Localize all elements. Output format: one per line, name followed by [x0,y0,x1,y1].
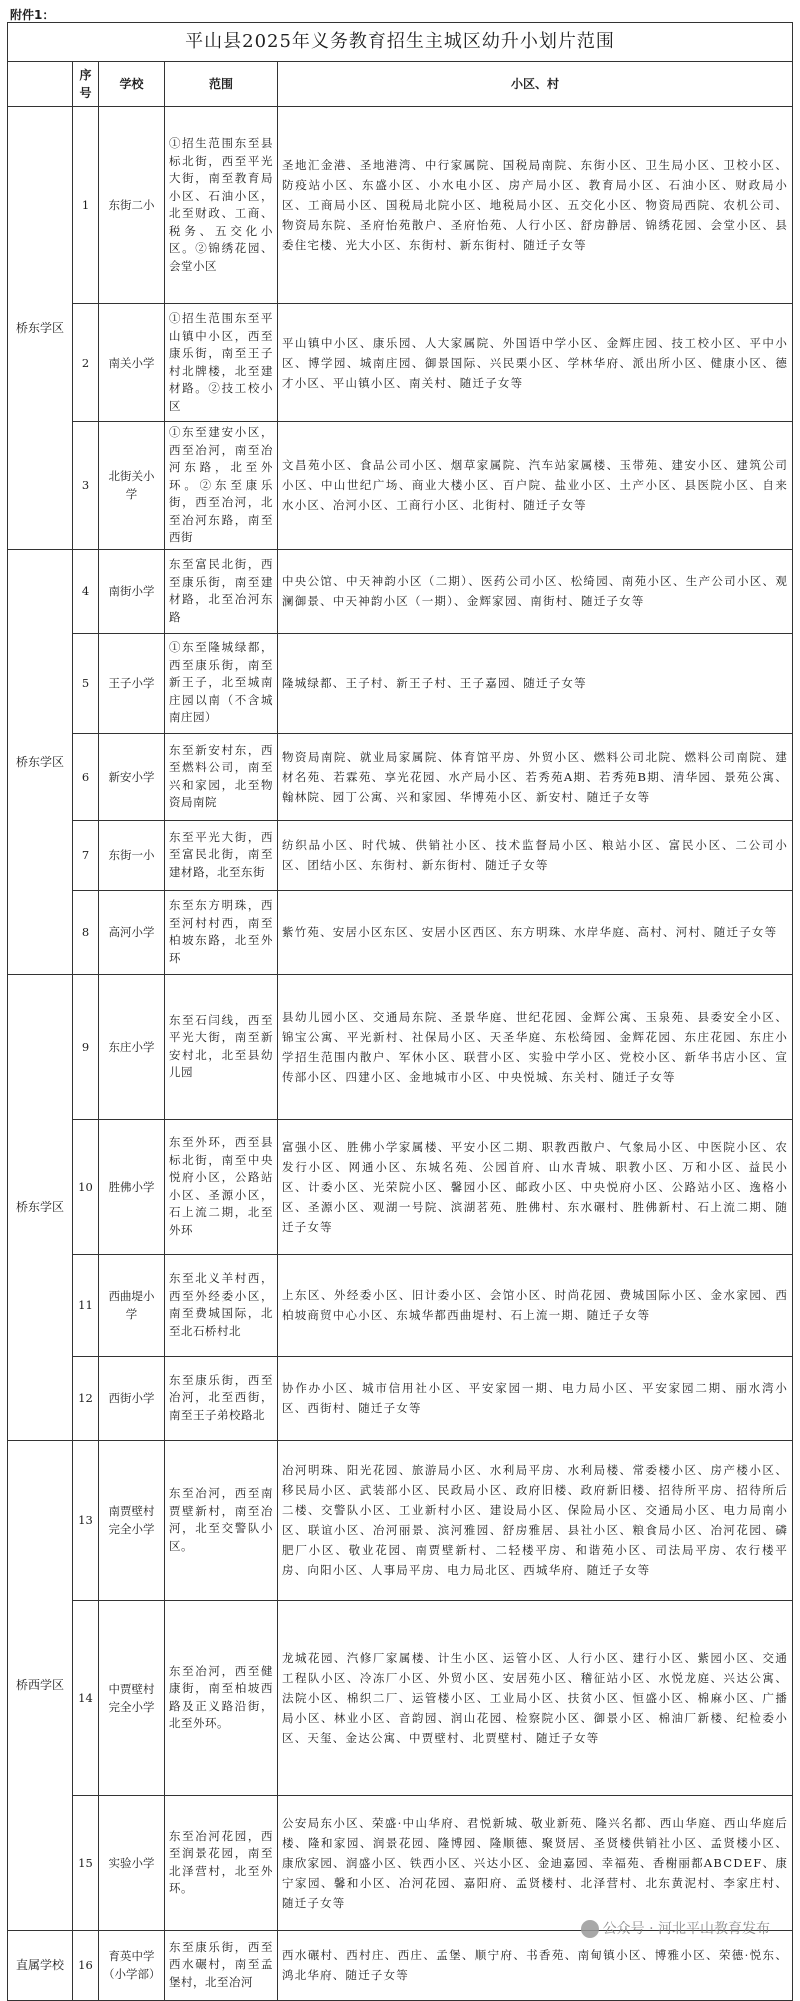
school-name: 东街一小 [99,820,165,890]
areas-text: 圣地汇金港、圣地港湾、中行家属院、国税局南院、东街小区、卫生局小区、卫校小区、防疫站小区、东盛小区、小水电小区、房产局小区、教育局小区、石油小区、财政局小区、工商局小区、国税局北院小区、地税局小区、五交化小区、物资局西院、农机公司、物资局东院、圣府怡苑散户、圣府怡苑、人行小区、舒房静居、锦绣花园、会堂小区、县委住宅楼、光大小区、东街村、新东街村、随迁子女等 [278,107,793,304]
areas-text: 纺织品小区、时代城、供销社小区、技术监督局小区、粮站小区、富民小区、二公司小区、团结小区、东街村、新东街村、随迁子女等 [278,820,793,890]
district-cell: 桥东学区 [8,549,73,974]
areas-text: 县幼儿园小区、交通局东院、圣景华庭、世纪花园、金辉公寓、玉泉苑、县委安全小区、锦宝公寓、平光新村、社保局小区、天圣华庭、东松绮园、金辉花园、东庄花园、东庄小学招生范围内散户、军休小区、联营小区、实验中学小区、党校小区、新华书店小区、宣传部小区、四建小区、金地城市小区、中央悦城、东关村、随迁子女等 [278,974,793,1119]
school-name: 北街关小学 [99,422,165,550]
row-num: 8 [73,890,99,974]
table-row [8,107,793,304]
school-name: 南街小学 [99,549,165,633]
range-text: 东至平光大街，西至富民北街，南至建材路，北至东街 [165,820,278,890]
row-num: 5 [73,633,99,733]
school-name: 胜佛小学 [99,1119,165,1254]
attachment-label: 附件1： [10,8,55,22]
table-row [8,733,793,820]
row-num: 13 [73,1440,99,1600]
school-name: 南贾壁村完全小学 [99,1440,165,1600]
header-row [8,62,793,107]
row-num: 16 [73,1930,99,2000]
areas-text: 富强小区、胜佛小学家属楼、平安小区二期、职教西散户、气象局小区、中医院小区、农发行小区、网通小区、东城名苑、公园首府、山水青城、职教小区、万和小区、益民小区、计委小区、光荣院小区、馨园小区、邮政小区、中央悦府小区、公路站小区、逸格小区、圣源小区、观湖一号院、滨湖茗苑、胜佛村、东水碾村、胜佛新村、石上流二期、随迁子女等 [278,1119,793,1254]
areas-text: 中央公馆、中天神韵小区（二期）、医药公司小区、松绮园、南苑小区、生产公司小区、观澜御景、中天神韵小区（一期）、金辉家园、南街村、随迁子女等 [278,549,793,633]
table-row [8,1795,793,1930]
row-num: 3 [73,422,99,550]
table-row [8,1356,793,1440]
areas-text: 物资局南院、就业局家属院、体育馆平房、外贸小区、燃料公司北院、燃料公司南院、建材名苑、若霖苑、享光花园、水产局小区、若秀苑A期、若秀苑B期、清华园、景苑公寓、翰林院、园丁公寓、兴和家园、华博苑小区、新安村、随迁子女等 [278,733,793,820]
table-row [8,890,793,974]
areas-text: 协作办小区、城市信用社小区、平安家园一期、电力局小区、平安家园二期、丽水湾小区、西街村、随迁子女等 [278,1356,793,1440]
table-row [8,1930,793,2000]
school-name: 实验小学 [99,1795,165,1930]
school-name: 新安小学 [99,733,165,820]
areas-text: 西水碾村、西村庄、西庄、孟堡、顺宁府、书香苑、南甸镇小区、博雅小区、荣德·悦东、鸿北华府、随迁子女等 [278,1930,793,2000]
school-name: 中贾壁村完全小学 [99,1600,165,1795]
header-school: 学校 [99,62,165,107]
header-num: 序号 [73,62,99,107]
row-num: 1 [73,107,99,304]
school-name: 西曲堤小学 [99,1254,165,1356]
row-num: 2 [73,304,99,422]
row-num: 4 [73,549,99,633]
table-row [8,1440,793,1600]
table-row [8,1600,793,1795]
range-text: 东至康乐街，西至冶河，北至西街，南至王子弟校路北 [165,1356,278,1440]
areas-text: 冶河明珠、阳光花园、旅游局小区、水利局平房、水利局楼、常委楼小区、房产楼小区、移民局小区、武装部小区、民政局小区、政府旧楼、政府新旧楼、招待所平房、招待所后二楼、交警队小区、工业新村小区、建设局小区、保险局小区、交通局小区、电力局南小区、联谊小区、冶河丽景、滨河雅园、舒房雅居、县社小区、粮食局小区、冶河花园、磷肥厂小区、敬业花园、南贾壁新村、二轻楼平房、和谐苑小区、司法局平房、农行楼平房、向阳小区、人事局平房、电力局北区、西城华府、随迁子女等 [278,1440,793,1600]
row-num: 10 [73,1119,99,1254]
district-cell: 桥东学区 [8,107,73,550]
row-num: 15 [73,1795,99,1930]
row-num: 7 [73,820,99,890]
row-num: 11 [73,1254,99,1356]
range-text: ①招生范围东至平山镇中小区，西至康乐街，南至王子村北牌楼，北至建材路。②技工校小区 [165,304,278,422]
table-row [8,1254,793,1356]
school-name: 高河小学 [99,890,165,974]
district-cell: 桥西学区 [8,1440,73,1930]
header-range: 范围 [165,62,278,107]
table-row [8,304,793,422]
range-text: 东至富民北街，西至康乐街，南至建材路，北至冶河东路 [165,549,278,633]
district-cell: 直属学校 [8,1930,73,2000]
school-name: 东庄小学 [99,974,165,1119]
areas-text: 文昌苑小区、食品公司小区、烟草家属院、汽车站家属楼、玉带苑、建安小区、建筑公司小区、中山世纪广场、商业大楼小区、百户院、盐业小区、土产小区、县医院小区、自来水小区、冶河小区、工商行小区、北街村、随迁子女等 [278,422,793,550]
school-name: 西街小学 [99,1356,165,1440]
range-text: ①招生范围东至县标北街，西至平光大街，南至教育局小区、石油小区，北至财政、工商、税务、五交化小区。②锦绣花园、会堂小区 [165,107,278,304]
table-row [8,1119,793,1254]
range-text: 东至东方明珠，西至河村村西，南至柏坡东路，北至外环 [165,890,278,974]
header-areas: 小区、村 [278,62,793,107]
school-name: 王子小学 [99,633,165,733]
school-name: 南关小学 [99,304,165,422]
row-num: 12 [73,1356,99,1440]
watermark [581,1918,770,1938]
range-text: 东至石闫线，西至平光大街，南至新安村北，北至县幼儿园 [165,974,278,1119]
table-row [8,633,793,733]
range-text: ①东至建安小区，西至冶河，南至冶河东路，北至外环。②东至康乐街，西至冶河，北至冶河东路，南至西街 [165,422,278,550]
school-name: 东街二小 [99,107,165,304]
range-text: 东至冶河，西至健康街，南至柏坡西路及正义路沿街，北至外环。 [165,1600,278,1795]
range-text: 东至新安村东，西至燃料公司，南至兴和家园，北至物资局南院 [165,733,278,820]
range-text: 东至外环，西至县标北街，南至中央悦府小区，公路站小区、圣源小区，石上流二期，北至外环 [165,1119,278,1254]
row-num: 14 [73,1600,99,1795]
school-name: 育英中学（小学部） [99,1930,165,2000]
areas-text: 龙城花园、汽修厂家属楼、计生小区、运管小区、人行小区、建行小区、紫园小区、交通工程队小区、冷冻厂小区、外贸小区、安居苑小区、稽征站小区、水悦龙庭、兴达公寓、法院小区、棉织二厂、运管楼小区、工业局小区、扶贫小区、恒盛小区、棉麻小区、广播局小区、林业小区、音韵园、润山花园、检察院小区、御景小区、棉油厂新楼、纪检委小区、天玺、金达公寓、中贾壁村、北贾壁村、随迁子女等 [278,1600,793,1795]
table-row [8,422,793,550]
district-cell: 桥东学区 [8,974,73,1440]
areas-text: 公安局东小区、荣盛·中山华府、君悦新城、敬业新苑、隆兴名都、西山华庭、西山华庭后楼、隆和家园、润景花园、隆博园、隆顺德、聚贤居、圣贤楼供销社小区、孟贤楼小区、康欣家园、润盛小区、铁西小区、兴达小区、金迪嘉园、幸福苑、香榭丽都ABCDEF、康宁家园、馨和小区、冶河花园、嘉阳府、孟贤楼村、北泽营村、北东黄泥村、李家庄村、随迁子女等 [278,1795,793,1930]
page-title: 平山县2025年义务教育招生主城区幼升小划片范围 [8,23,793,62]
range-text: ①东至隆城绿都，西至康乐街，南至新王子，北至城南庄园以南（不含城南庄园） [165,633,278,733]
areas-text: 紫竹苑、安居小区东区、安居小区西区、东方明珠、水岸华庭、高村、河村、随迁子女等 [278,890,793,974]
range-text: 东至冶河花园，西至润景花园，南至北泽营村，北至外环。 [165,1795,278,1930]
areas-text: 平山镇中小区、康乐园、人大家属院、外国语中学小区、金辉庄园、技工校小区、平中小区、博学园、城南庄园、御景国际、兴民栗小区、学林华府、派出所小区、健康小区、德才小区、平山镇小区、南关村、随迁子女等 [278,304,793,422]
enrollment-table [7,22,793,2001]
range-text: 东至康乐街，西至西水碾村，南至孟堡村，北至冶河 [165,1930,278,2000]
row-num: 9 [73,974,99,1119]
table-row [8,974,793,1119]
wechat-icon [581,1920,599,1938]
header-district [8,62,73,107]
row-num: 6 [73,733,99,820]
areas-text: 隆城绿都、王子村、新王子村、王子嘉园、随迁子女等 [278,633,793,733]
watermark-text: 公众号 · 河北平山教育发布 [602,1921,770,1937]
table-row [8,820,793,890]
table-row [8,549,793,633]
range-text: 东至冶河，西至南贾壁新村，南至冶河，北至交警队小区。 [165,1440,278,1600]
areas-text: 上东区、外经委小区、旧计委小区、会馆小区、时尚花园、费城国际小区、金水家园、西柏坡商贸中心小区、东城华都西曲堤村、石上流一期、随迁子女等 [278,1254,793,1356]
range-text: 东至北义羊村西，西至外经委小区，南至费城国际，北至北石桥村北 [165,1254,278,1356]
